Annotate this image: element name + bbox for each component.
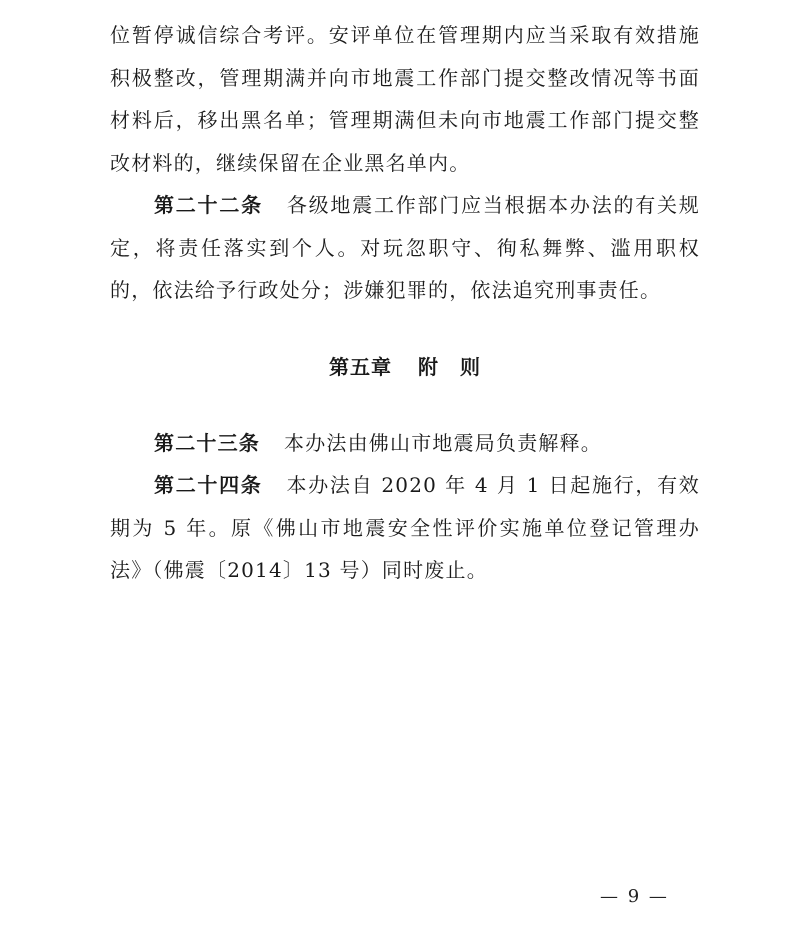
chapter-title: 附 则 <box>418 354 481 379</box>
article-24-label: 第二十四条 <box>154 473 263 497</box>
article-22-label: 第二十二条 <box>154 193 263 217</box>
article-24-text: 本办法自 2020 年 4 月 1 日起施行，有效期为 5 年。原《佛山市地震安全性评价实施单位登记管理办法》（佛震〔2014〕13 号）同时废止。 <box>110 473 700 582</box>
paragraph-continuation: 位暂停诚信综合考评。安评单位在管理期内应当采取有效措施积极整改，管理期满并向市地震工作部门提交整改情况等书面材料后，移出黑名单；管理期满但未向市地震工作部门提交整改材料的，继续保留在企业黑名单内。 <box>110 23 700 175</box>
article-23-label: 第二十三条 <box>154 430 260 455</box>
article-22 <box>110 184 700 312</box>
article-23-text: 本办法由佛山市地震局负责解释。 <box>284 430 602 455</box>
article-24 <box>110 464 700 592</box>
document-body <box>110 14 700 592</box>
chapter-heading <box>110 346 700 388</box>
chapter-number: 第五章 <box>329 354 392 379</box>
page-number: — 9 — <box>600 886 669 907</box>
article-23 <box>110 422 700 465</box>
article-22-text: 各级地震工作部门应当根据本办法的有关规定，将责任落实到个人。对玩忽职守、徇私舞弊、滥用职权的，依法给予行政处分；涉嫌犯罪的，依法追究刑事责任。 <box>110 193 700 302</box>
